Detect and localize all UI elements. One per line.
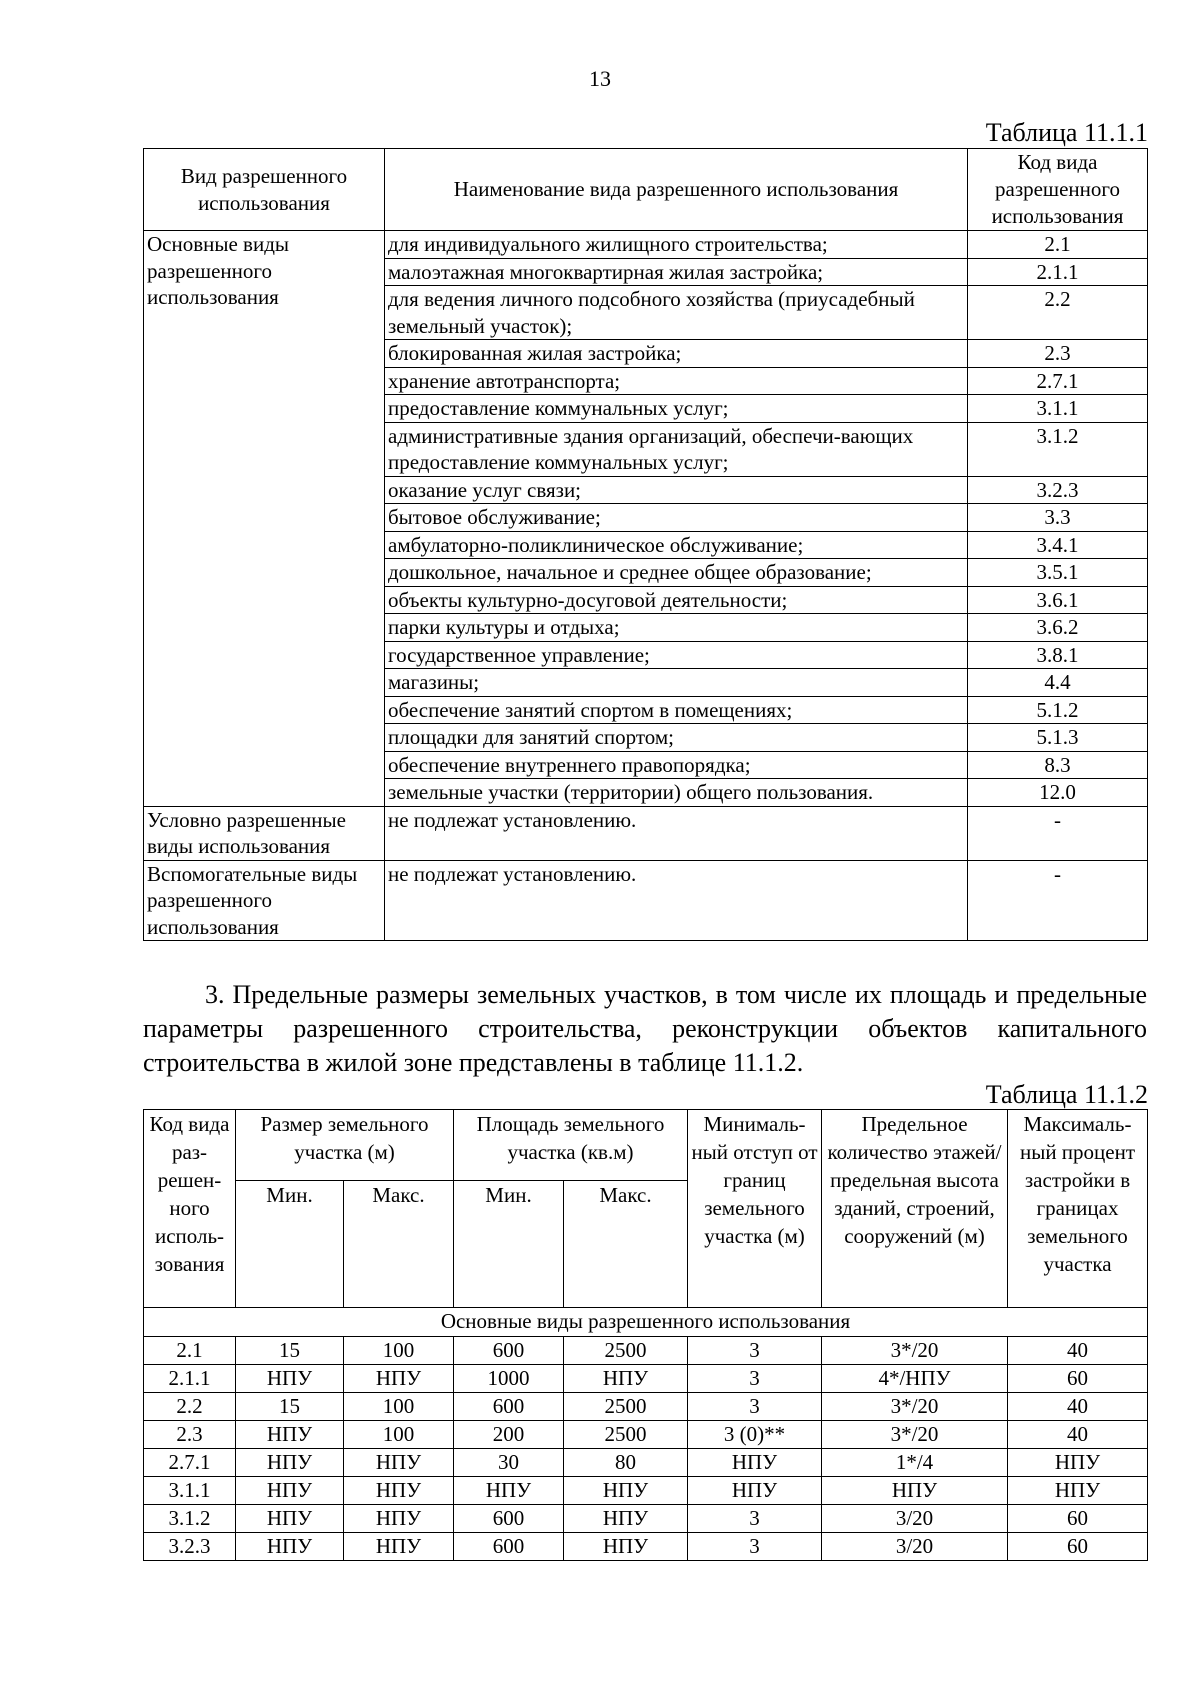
column-header: Наименование вида разрешенного использования bbox=[385, 149, 968, 231]
table-cell: 3 (0)** bbox=[688, 1421, 822, 1449]
column-header: Мин. bbox=[236, 1181, 344, 1308]
table-cell: 1*/4 bbox=[822, 1449, 1008, 1477]
table-cell: 100 bbox=[344, 1421, 454, 1449]
table-row bbox=[144, 1505, 1148, 1533]
table-row bbox=[144, 806, 1148, 860]
permitted-use-table bbox=[143, 148, 1148, 941]
table-cell: 2.2 bbox=[144, 1393, 236, 1421]
table-cell: 2.1 bbox=[144, 1337, 236, 1365]
table-cell: 3.2.3 bbox=[144, 1533, 236, 1561]
table-row bbox=[144, 1365, 1148, 1393]
table-cell: 4*/НПУ bbox=[822, 1365, 1008, 1393]
table-cell: НПУ bbox=[454, 1477, 564, 1505]
table-cell: 2.7.1 bbox=[144, 1449, 236, 1477]
column-header: Размер земельного участка (м) bbox=[236, 1110, 454, 1181]
table-cell: 15 bbox=[236, 1393, 344, 1421]
table-cell: 3 bbox=[688, 1533, 822, 1561]
table-cell: 15 bbox=[236, 1337, 344, 1365]
use-code: 8.3 bbox=[968, 751, 1148, 779]
column-header: Минималь-ный отступ от границ земельного участка (м) bbox=[688, 1110, 822, 1308]
table-row bbox=[144, 1337, 1148, 1365]
table-cell: 3 bbox=[688, 1505, 822, 1533]
use-name: государственное управление; bbox=[385, 641, 968, 669]
table-cell: 3/20 bbox=[822, 1505, 1008, 1533]
table-cell: НПУ bbox=[564, 1365, 688, 1393]
table-cell: НПУ bbox=[344, 1365, 454, 1393]
use-code: 2.1.1 bbox=[968, 258, 1148, 286]
use-code: 3.5.1 bbox=[968, 559, 1148, 587]
group-label: Основные виды разрешенного использования bbox=[144, 231, 385, 807]
table-cell: 80 bbox=[564, 1449, 688, 1477]
table-cell: 3.1.1 bbox=[144, 1477, 236, 1505]
use-code: 2.1 bbox=[968, 231, 1148, 259]
use-code: 3.4.1 bbox=[968, 531, 1148, 559]
table-cell: НПУ bbox=[236, 1421, 344, 1449]
use-name: для индивидуального жилищного строительства; bbox=[385, 231, 968, 259]
table-cell: НПУ bbox=[1008, 1449, 1148, 1477]
use-name: земельные участки (территории) общего пользования. bbox=[385, 779, 968, 807]
column-header: Код вида раз-решен-ного исполь-зования bbox=[144, 1110, 236, 1308]
table-cell: НПУ bbox=[344, 1449, 454, 1477]
table-cell: НПУ bbox=[1008, 1477, 1148, 1505]
use-name: блокированная жилая застройка; bbox=[385, 340, 968, 368]
use-name: площадки для занятий спортом; bbox=[385, 724, 968, 752]
use-name: объекты культурно-досуговой деятельности; bbox=[385, 586, 968, 614]
table-cell: 3/20 bbox=[822, 1533, 1008, 1561]
table-cell: 60 bbox=[1008, 1533, 1148, 1561]
table-cell: НПУ bbox=[822, 1477, 1008, 1505]
table-cell: НПУ bbox=[564, 1505, 688, 1533]
use-code: 5.1.3 bbox=[968, 724, 1148, 752]
parameters-table bbox=[143, 1109, 1148, 1561]
use-code: 3.6.1 bbox=[968, 586, 1148, 614]
table-cell: 2500 bbox=[564, 1337, 688, 1365]
paragraph: 3. Предельные размеры земельных участков, в том числе их площадь и предельные параметры разрешенного строительства, реконструкции объектов капитального строительства в жилой зоне представлены в таблице 11.1.2. bbox=[143, 980, 1147, 1077]
table-cell: НПУ bbox=[344, 1505, 454, 1533]
table-cell: НПУ bbox=[236, 1533, 344, 1561]
table-row bbox=[144, 1393, 1148, 1421]
use-name: парки культуры и отдыха; bbox=[385, 614, 968, 642]
table-cell: 3 bbox=[688, 1393, 822, 1421]
use-code: 2.3 bbox=[968, 340, 1148, 368]
table-cell: 600 bbox=[454, 1533, 564, 1561]
use-code: 2.2 bbox=[968, 286, 1148, 340]
table-row bbox=[144, 1421, 1148, 1449]
use-code: 3.1.2 bbox=[968, 422, 1148, 476]
column-header: Макс. bbox=[564, 1181, 688, 1308]
use-name: оказание услуг связи; bbox=[385, 476, 968, 504]
column-header: Код вида разрешенного использования bbox=[968, 149, 1148, 231]
table-row bbox=[144, 231, 1148, 259]
use-code: 2.7.1 bbox=[968, 367, 1148, 395]
table-cell: 2500 bbox=[564, 1421, 688, 1449]
table-cell: 600 bbox=[454, 1393, 564, 1421]
column-header: Предельное количество этажей/ предельная высота зданий, строений, сооружений (м) bbox=[822, 1110, 1008, 1308]
use-name: магазины; bbox=[385, 669, 968, 697]
use-code: 4.4 bbox=[968, 669, 1148, 697]
use-code: - bbox=[968, 806, 1148, 860]
table-cell: 1000 bbox=[454, 1365, 564, 1393]
group-label: Вспомогательные виды разрешенного использования bbox=[144, 860, 385, 941]
use-code: 3.1.1 bbox=[968, 395, 1148, 423]
use-name: обеспечение внутреннего правопорядка; bbox=[385, 751, 968, 779]
table-cell: 600 bbox=[454, 1337, 564, 1365]
table-cell: 30 bbox=[454, 1449, 564, 1477]
use-name: амбулаторно-поликлиническое обслуживание; bbox=[385, 531, 968, 559]
table-cell: 100 bbox=[344, 1393, 454, 1421]
use-code: 3.8.1 bbox=[968, 641, 1148, 669]
column-header: Площадь земельного участка (кв.м) bbox=[454, 1110, 688, 1181]
table-cell: 100 bbox=[344, 1337, 454, 1365]
table-cell: НПУ bbox=[564, 1533, 688, 1561]
table-cell: 2.3 bbox=[144, 1421, 236, 1449]
use-code: 3.6.2 bbox=[968, 614, 1148, 642]
table-cell: НПУ bbox=[344, 1533, 454, 1561]
table-cell: НПУ bbox=[236, 1365, 344, 1393]
column-header: Мин. bbox=[454, 1181, 564, 1308]
table-cell: 2.1.1 bbox=[144, 1365, 236, 1393]
table-row bbox=[144, 1477, 1148, 1505]
table-row bbox=[144, 1449, 1148, 1477]
use-code: - bbox=[968, 860, 1148, 941]
table-cell: 60 bbox=[1008, 1505, 1148, 1533]
table-cell: 40 bbox=[1008, 1393, 1148, 1421]
table-cell: 3 bbox=[688, 1365, 822, 1393]
column-header: Максималь-ный процент застройки в границах земельного участка bbox=[1008, 1110, 1148, 1308]
table-cell: 3 bbox=[688, 1337, 822, 1365]
section-row bbox=[144, 1308, 1148, 1337]
group-label: Условно разрешенные виды использования bbox=[144, 806, 385, 860]
table-cell: НПУ bbox=[564, 1477, 688, 1505]
table-cell: НПУ bbox=[236, 1449, 344, 1477]
table-cell: 40 bbox=[1008, 1421, 1148, 1449]
use-name: обеспечение занятий спортом в помещениях; bbox=[385, 696, 968, 724]
use-name: бытовое обслуживание; bbox=[385, 504, 968, 532]
table-caption: Таблица 11.1.1 bbox=[985, 118, 1148, 147]
table-cell: 3.1.2 bbox=[144, 1505, 236, 1533]
table-cell: НПУ bbox=[236, 1477, 344, 1505]
table-cell: 3*/20 bbox=[822, 1337, 1008, 1365]
column-header: Макс. bbox=[344, 1181, 454, 1308]
use-code: 5.1.2 bbox=[968, 696, 1148, 724]
table-caption: Таблица 11.1.2 bbox=[985, 1080, 1148, 1109]
table-row bbox=[144, 1533, 1148, 1561]
table-cell: 40 bbox=[1008, 1337, 1148, 1365]
table-cell: 200 bbox=[454, 1421, 564, 1449]
use-name: административные здания организаций, обеспечи-вающих предоставление коммунальных услуг; bbox=[385, 422, 968, 476]
column-header: Вид разрешенного использования bbox=[144, 149, 385, 231]
section-label: Основные виды разрешенного использования bbox=[144, 1308, 1148, 1337]
use-name: малоэтажная многоквартирная жилая застройка; bbox=[385, 258, 968, 286]
table-row bbox=[144, 860, 1148, 941]
table-header-row bbox=[144, 1110, 1148, 1181]
table-cell: НПУ bbox=[344, 1477, 454, 1505]
use-name: не подлежат установлению. bbox=[385, 860, 968, 941]
use-name: не подлежат установлению. bbox=[385, 806, 968, 860]
use-name: для ведения личного подсобного хозяйства (приусадебный земельный участок); bbox=[385, 286, 968, 340]
use-code: 3.2.3 bbox=[968, 476, 1148, 504]
use-code: 12.0 bbox=[968, 779, 1148, 807]
use-name: предоставление коммунальных услуг; bbox=[385, 395, 968, 423]
table-cell: НПУ bbox=[688, 1449, 822, 1477]
use-name: дошкольное, начальное и среднее общее образование; bbox=[385, 559, 968, 587]
table-cell: 2500 bbox=[564, 1393, 688, 1421]
use-name: хранение автотранспорта; bbox=[385, 367, 968, 395]
page-number: 13 bbox=[589, 66, 611, 91]
table-cell: НПУ bbox=[236, 1505, 344, 1533]
table-cell: НПУ bbox=[688, 1477, 822, 1505]
table-cell: 3*/20 bbox=[822, 1393, 1008, 1421]
table-cell: 600 bbox=[454, 1505, 564, 1533]
table-header-row bbox=[144, 149, 1148, 231]
use-code: 3.3 bbox=[968, 504, 1148, 532]
table-cell: 3*/20 bbox=[822, 1421, 1008, 1449]
table-cell: 60 bbox=[1008, 1365, 1148, 1393]
